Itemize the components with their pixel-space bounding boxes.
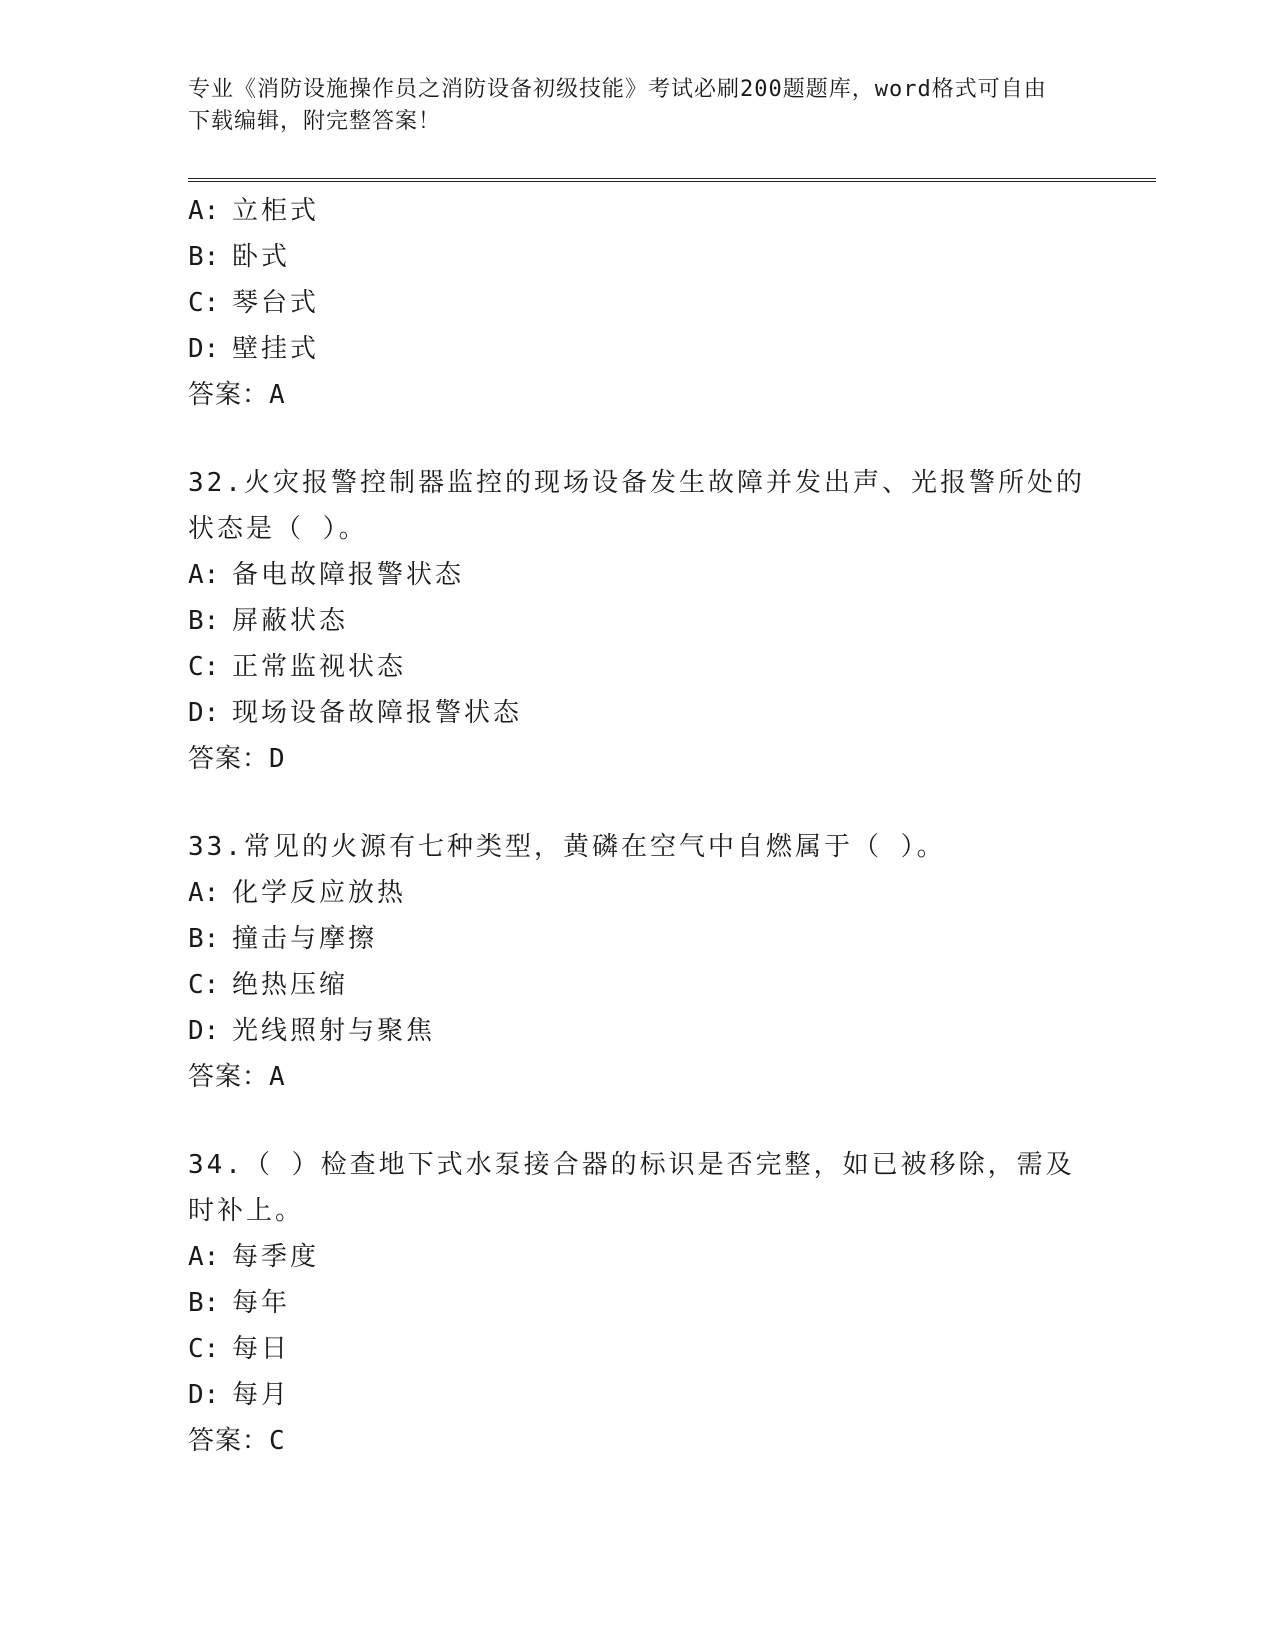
option-letter: B: — [188, 242, 220, 272]
option-text: 撞击与摩擦 — [232, 924, 378, 954]
option-c — [188, 1326, 1088, 1372]
option-text: 卧式 — [232, 242, 291, 272]
option-c — [188, 280, 1088, 326]
option-text: 琴台式 — [232, 288, 320, 318]
option-b — [188, 1280, 1088, 1326]
answer-label: 答案： — [188, 1426, 270, 1456]
option-a — [188, 1234, 1088, 1280]
document-header — [188, 74, 1068, 138]
header-divider — [188, 178, 1156, 182]
option-d — [188, 690, 1088, 736]
option-letter: A: — [188, 196, 220, 226]
question-block — [188, 1142, 1088, 1464]
option-d — [188, 1372, 1088, 1418]
option-text: 屏蔽状态 — [232, 606, 349, 636]
option-letter: A: — [188, 560, 220, 590]
option-letter: B: — [188, 606, 220, 636]
option-d — [188, 326, 1088, 372]
answer-line — [188, 1054, 1088, 1100]
question-list — [188, 188, 1088, 1464]
answer-label: 答案： — [188, 380, 270, 410]
question-block — [188, 188, 1088, 418]
option-text: 现场设备故障报警状态 — [232, 698, 523, 728]
option-letter: D: — [188, 1016, 220, 1046]
option-letter: C: — [188, 652, 220, 682]
option-letter: A: — [188, 878, 220, 908]
option-letter: C: — [188, 970, 220, 1000]
option-letter: B: — [188, 1288, 220, 1318]
option-b — [188, 916, 1088, 962]
option-text: 光线照射与聚焦 — [232, 1016, 436, 1046]
question-text: 32.火灾报警控制器监控的现场设备发生故障并发出声、光报警所处的状态是（ ）。 — [188, 468, 1085, 544]
option-a — [188, 870, 1088, 916]
question-text: 33.常见的火源有七种类型，黄磷在空气中自燃属于（ ）。 — [188, 832, 946, 862]
option-d — [188, 1008, 1088, 1054]
answer-label: 答案： — [188, 1062, 270, 1092]
option-text: 备电故障报警状态 — [232, 560, 465, 590]
option-text: 每日 — [232, 1334, 291, 1364]
option-c — [188, 644, 1088, 690]
answer-line — [188, 736, 1088, 782]
option-letter: A: — [188, 1242, 220, 1272]
answer-value: A — [269, 1062, 286, 1092]
option-letter: C: — [188, 288, 220, 318]
option-letter: D: — [188, 1380, 220, 1410]
option-b — [188, 234, 1088, 280]
option-letter: D: — [188, 334, 220, 364]
question-block — [188, 460, 1088, 782]
answer-value: D — [269, 744, 286, 774]
option-text: 每年 — [232, 1288, 291, 1318]
answer-value: A — [269, 380, 286, 410]
answer-label: 答案： — [188, 744, 270, 774]
option-c — [188, 962, 1088, 1008]
answer-line — [188, 372, 1088, 418]
question-text: 34.（ ）检查地下式水泵接合器的标识是否完整，如已被移除，需及时补上。 — [188, 1150, 1075, 1226]
option-text: 绝热压缩 — [232, 970, 349, 1000]
option-a — [188, 188, 1088, 234]
option-b — [188, 598, 1088, 644]
option-text: 立柜式 — [232, 196, 320, 226]
answer-line — [188, 1418, 1088, 1464]
option-a — [188, 552, 1088, 598]
answer-value: C — [269, 1426, 286, 1456]
option-letter: C: — [188, 1334, 220, 1364]
option-text: 壁挂式 — [232, 334, 320, 364]
option-text: 每季度 — [232, 1242, 320, 1272]
header-text: 专业《消防设施操作员之消防设备初级技能》考试必刷200题题库，word格式可自由下载编辑，附完整答案！ — [188, 77, 1047, 134]
question-block — [188, 824, 1088, 1100]
option-text: 正常监视状态 — [232, 652, 407, 682]
option-letter: B: — [188, 924, 220, 954]
option-text: 每月 — [232, 1380, 291, 1410]
option-text: 化学反应放热 — [232, 878, 407, 908]
option-letter: D: — [188, 698, 220, 728]
